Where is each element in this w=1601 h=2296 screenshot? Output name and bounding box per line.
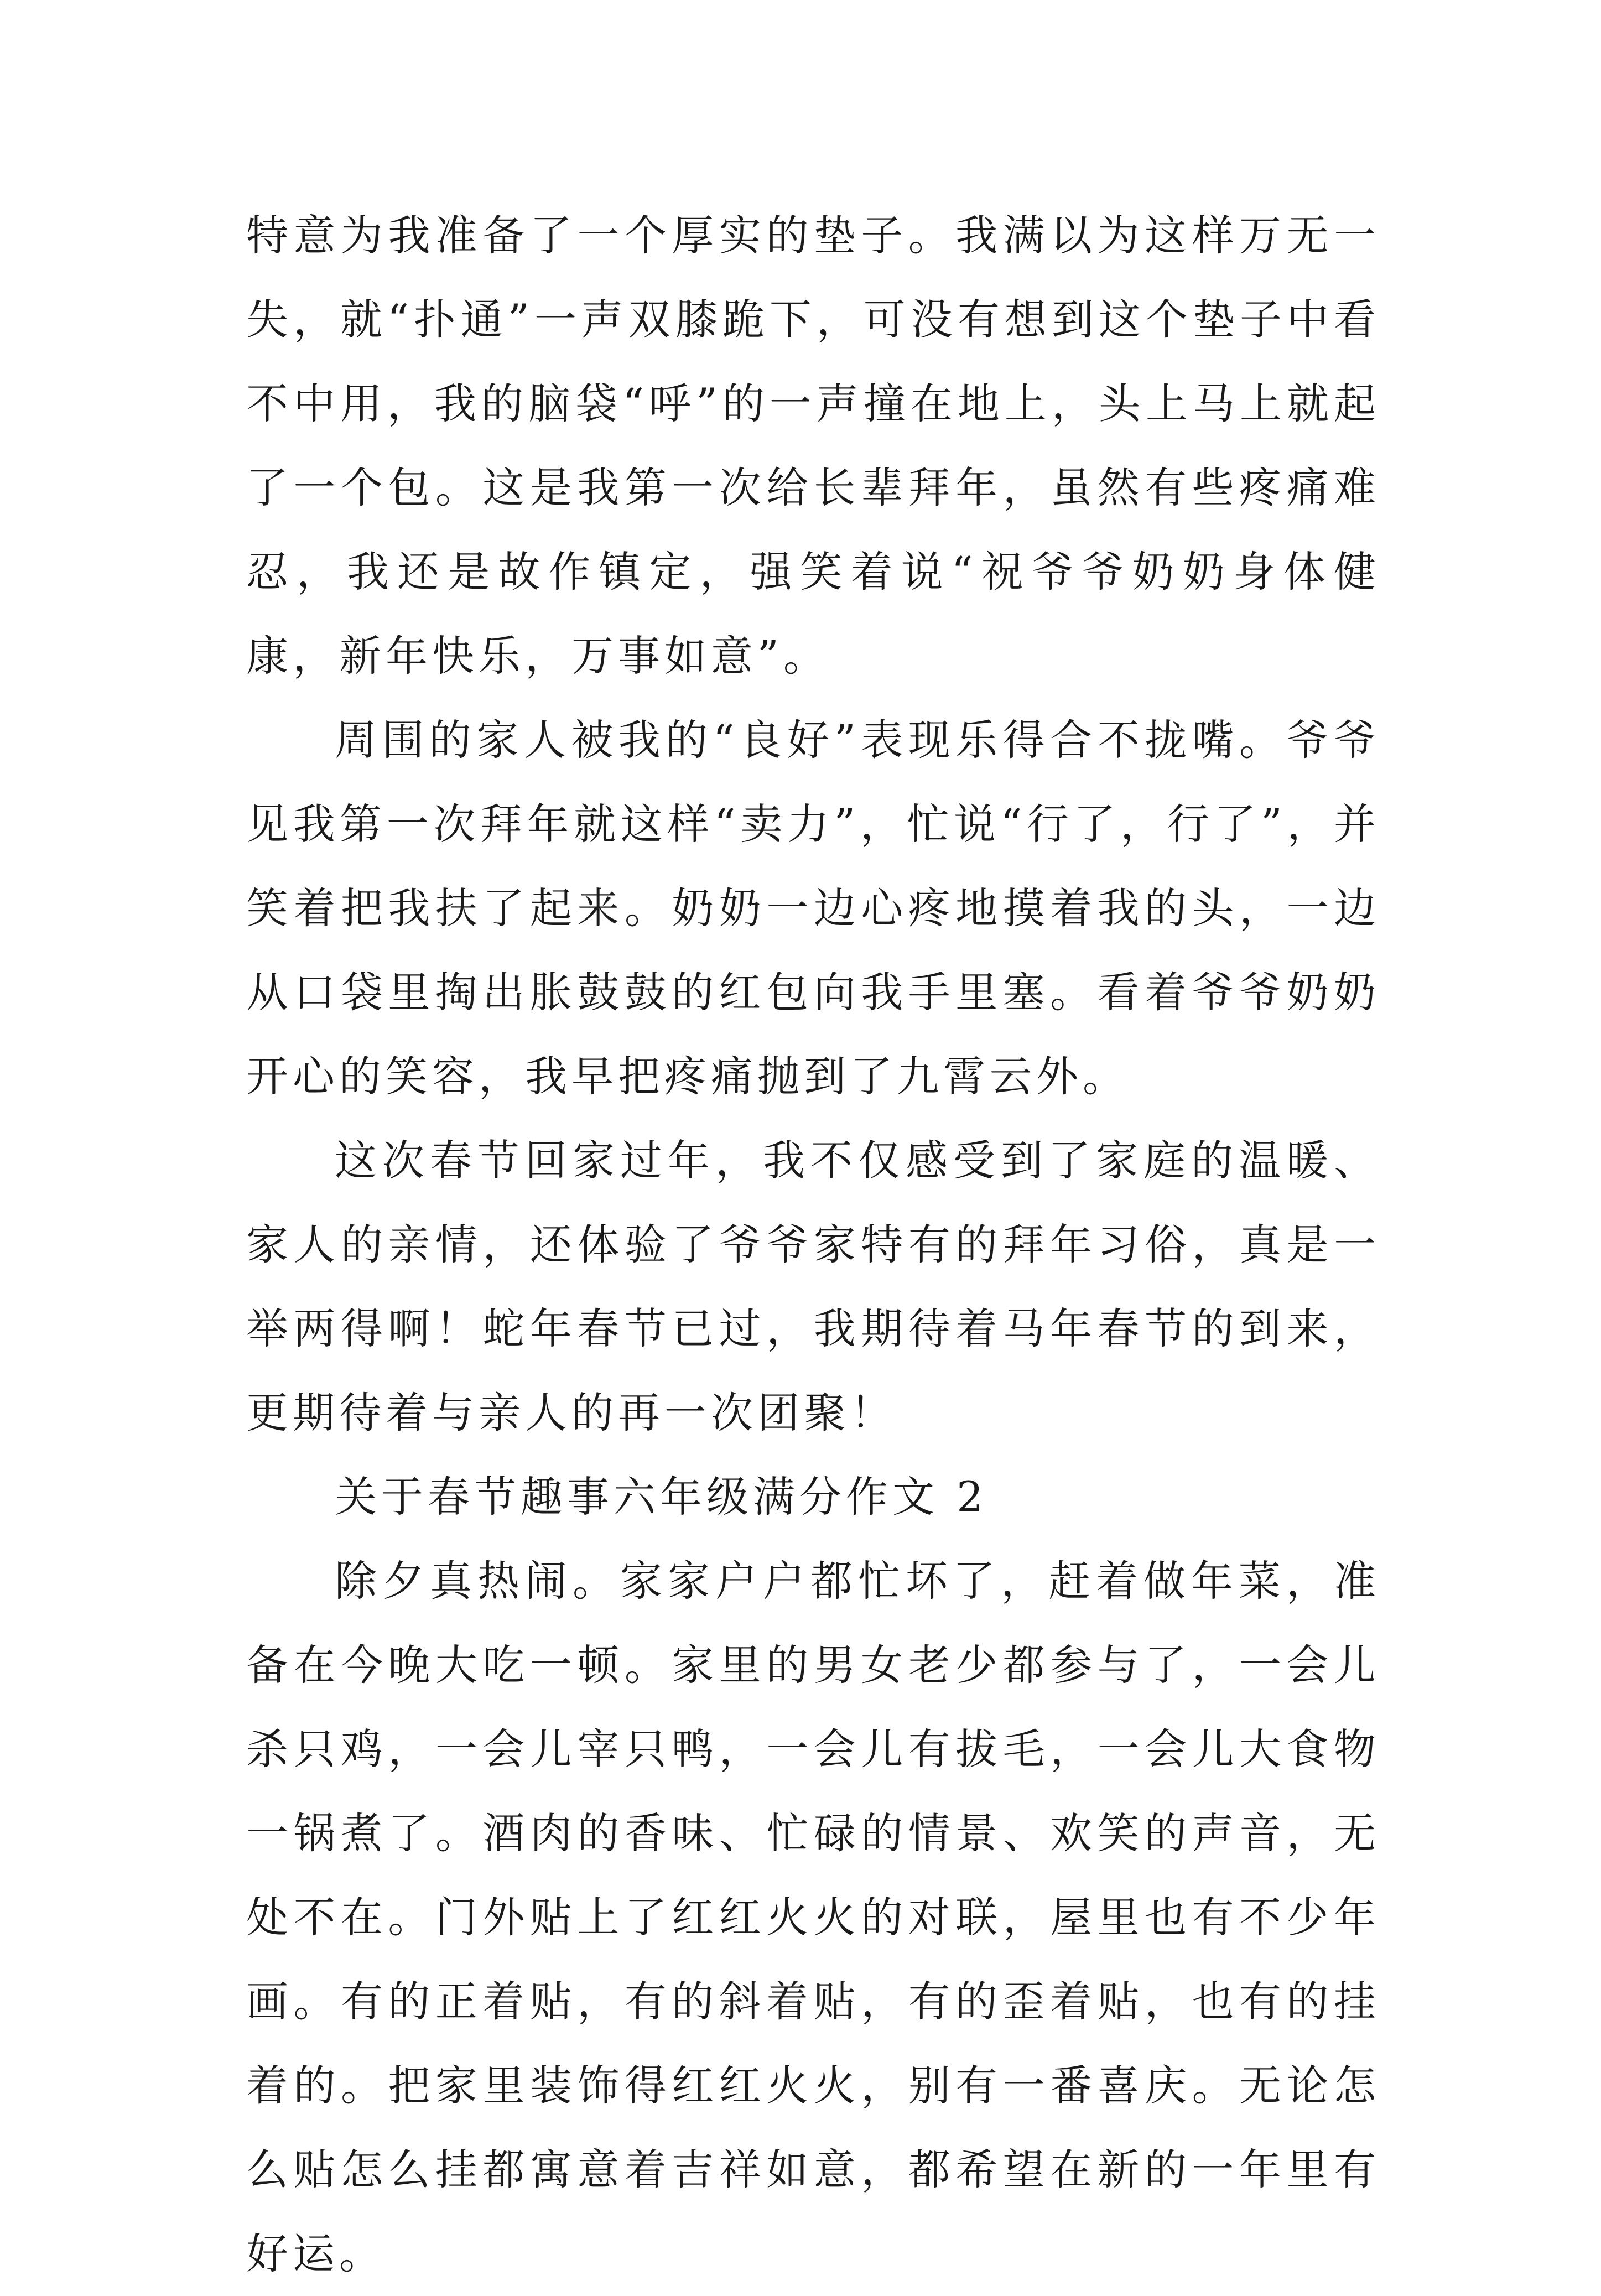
paragraph-reflection: 这次春节回家过年，我不仅感受到了家庭的温暖、家人的亲情，还体验了爷爷家特有的拜年习俗，真是一举两得啊！蛇年春节已过，我期待着马年春节的到来，更期待着与亲人的再一次团聚！ <box>246 1136 1380 1437</box>
paragraph-continued: 特意为我准备了一个厚实的垫子。我满以为这样万无一失，就“扑通”一声双膝跪下，可没有想到这个垫子中看不中用，我的脑袋“呼”的一声撞在地上，头上马上就起了一个包。这是我第一次给长辈拜年，虽然有些疼痛难忍，我还是故作镇定，强笑着说“祝爷爷奶奶身体健康，新年快乐，万事如意”。 <box>246 211 1380 681</box>
paragraph-family-reaction: 周围的家人被我的“良好”表现乐得合不拢嘴。爷爷见我第一次拜年就这样“卖力”，忙说“行了，行了”，并笑着把我扶了起来。奶奶一边心疼地摸着我的头，一边从口袋里掏出胀鼓鼓的红包向我手里塞。看着爷爷奶奶开心的笑容，我早把疼痛抛到了九霄云外。 <box>246 715 1380 1101</box>
paragraph-new-year-eve: 除夕真热闹。家家户户都忙坏了，赶着做年菜，准备在今晚大吃一顿。家里的男女老少都参与了，一会儿杀只鸡，一会儿宰只鸭，一会儿有拔毛，一会儿大食物一锅煮了。酒肉的香味、忙碌的情景、欢笑的声音，无处不在。门外贴上了红红火火的对联，屋里也有不少年画。有的正着贴，有的斜着贴，有的歪着贴，也有的挂着的。把家里装饰得红红火火，别有一番喜庆。无论怎么贴怎么挂都寓意着吉祥如意，都希望在新的一年里有好运。 <box>246 1556 1380 2278</box>
document-body <box>246 194 1380 2296</box>
essay-heading: 关于春节趣事六年级满分作文 2 <box>335 1472 988 1521</box>
